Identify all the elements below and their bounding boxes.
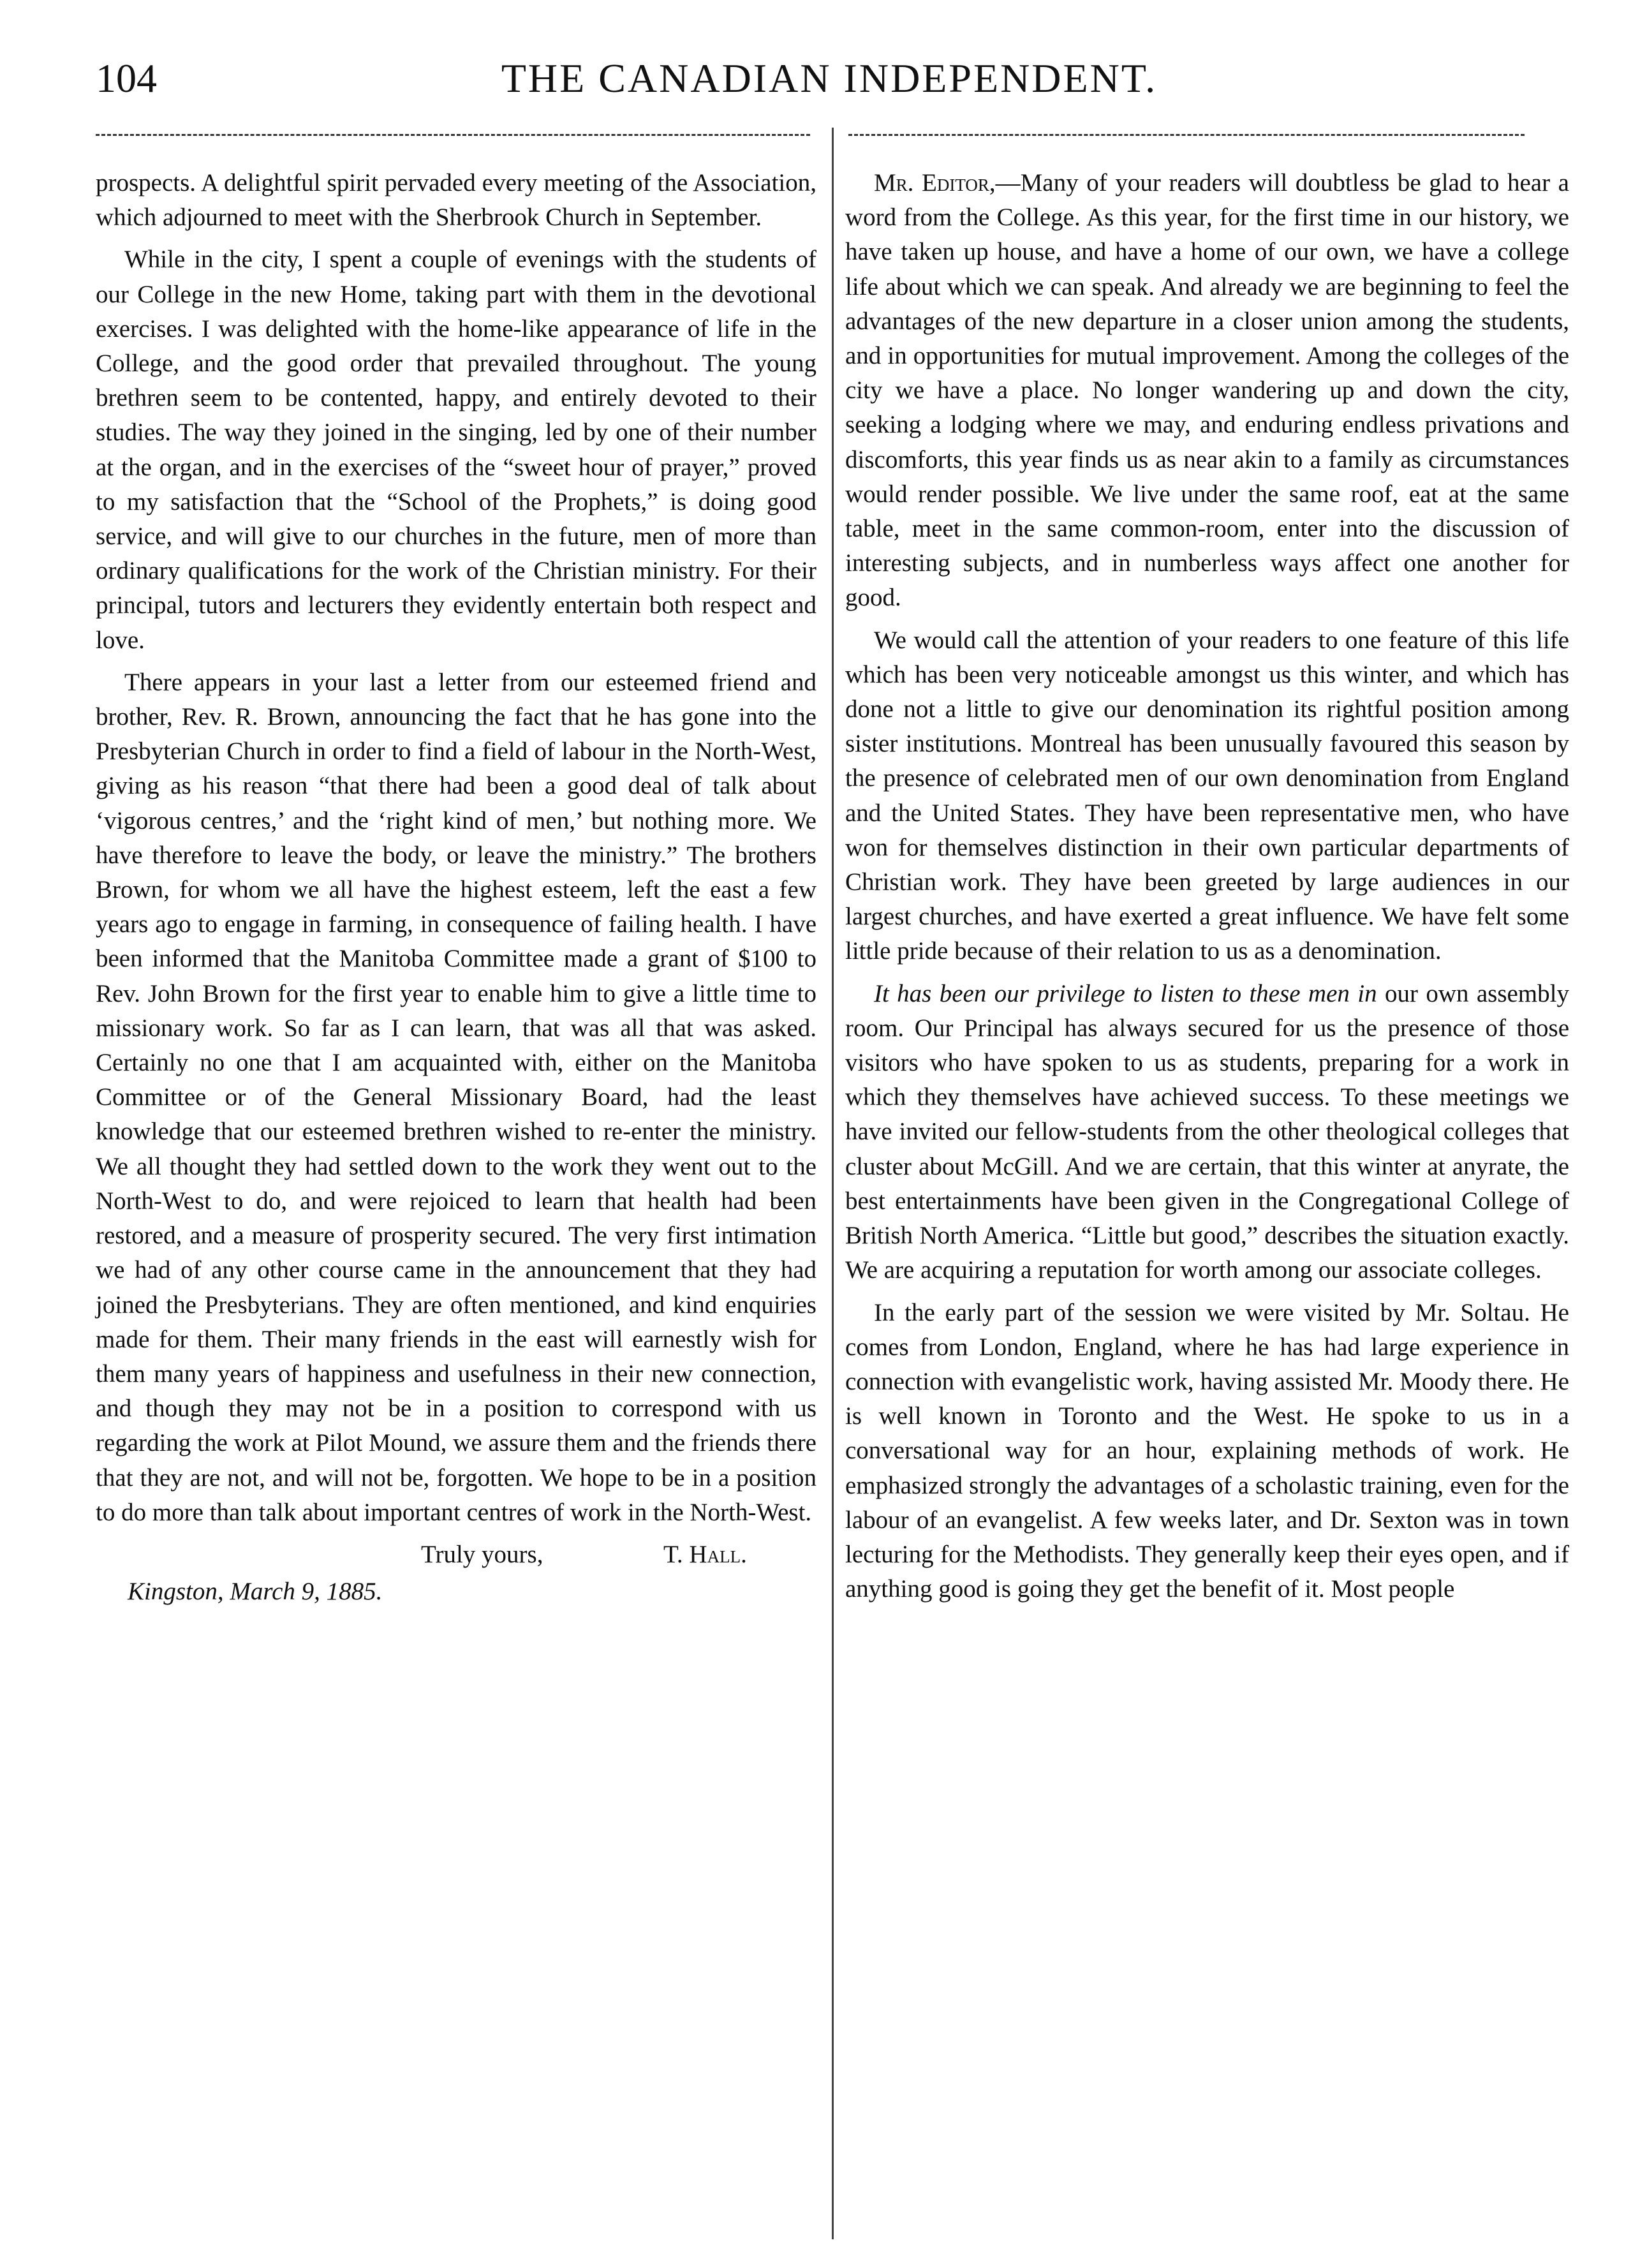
right-paragraph-3 xyxy=(845,977,1569,1288)
left-paragraph-3: There appears in your last a letter from our esteemed friend and brother, Rev. R. Brown, announcing the fact that he has gone into the Presbyterian Church in order to find a field of labour in the North-West, giving as his reason “that there had been a good deal of talk about ‘vigorous centres,’ and the ‘right kind of men,’ but nothing more. We have therefore to leave the body, or leave the ministry.” The brothers Brown, for whom we all have the highest esteem, left the east a few years ago to engage in farming, in consequence of failing health. I have been informed that the Manitoba Committee made a grant of $100 to Rev. John Brown for the first year to enable him to give a little time to missionary work. So far as I can learn, that was all that was asked. Certainly no one that I am acquainted with, either on the Manitoba Committee or of the General Missionary Board, had the least knowledge that our esteemed brethren wished to re-enter the ministry. We all thought they had settled down to the work they went out to the North-West to do, and were rejoiced to learn that health had been restored, and a measure of prosperity secured. The very first intimation we had of any other course came in the announcement that they had joined the Presbyterians. They are often mentioned, and kind enquiries made for them. Their many friends in the east will earnestly wish for them many years of happiness and usefulness in their new connection, and though they may not be in a position to correspond with us regarding the work at Pilot Mound, we assure them and the friends there that they are not, and will not be, forgotten. We hope to be in a position to do more than talk about important centres of work in the North-West. xyxy=(96,668,816,1526)
right-paragraph-2: We would call the attention of your readers to one feature of this life which has been very noticeable amongst us this winter, and which has done not a little to give our denomination its rightful position among sister institutions. Montreal has been unusually favoured this season by the presence of celebrated men of our own denomination from England and the United States. They have been representative men, who have won for themselves distinction in their own particular departments of Christian work. They have been greeted by large audiences in our largest churches, and have exerted a great influence. We have felt some little pride because of their relation to us as a denomination. xyxy=(845,626,1569,965)
column-divider xyxy=(832,128,834,2239)
page-header xyxy=(96,50,1563,120)
right-column xyxy=(845,166,1569,1614)
dateline: Kingston, March 9, 1885. xyxy=(128,1577,383,1605)
right-paragraph-4: In the early part of the session we were visited by Mr. Soltau. He comes from London, England, where he has had large experience in connection with evangelistic work, having assisted Mr. Moody there. He is well known in Toronto and the West. He spoke to us in a conversational way for an hour, explaining methods of work. He emphasized strongly the advantages of a scholastic training, even for the labour of an evangelist. A few weeks later, and Dr. Sexton was in town lecturing for the Methodists. They generally keep their eyes open, and if anything good is going they get the benefit of it. Most people xyxy=(845,1298,1569,1603)
valediction: Truly yours, xyxy=(421,1540,543,1568)
page-number: 104 xyxy=(96,56,157,101)
left-column xyxy=(96,166,816,1609)
letter-signoff xyxy=(96,1538,816,1572)
signature: T. Hall. xyxy=(663,1540,747,1568)
right-paragraph-1 xyxy=(845,166,1569,616)
right-paragraph-3-italic-lead: It has been our privilege to listen to these men in xyxy=(874,979,1377,1007)
left-paragraph-1: prospects. A delightful spirit pervaded every meeting of the Association, which adjourned to meet with the Sherbrook Church in September. xyxy=(96,169,816,232)
right-paragraph-1-text: —Many of your readers will doubtless be glad to hear a word from the College. As this year, for the first time in our history, we have taken up house, and have a home of our own, we have a college life about which we can speak. And already we are beginning to feel the advantages of the new departure in a closer union among the students, and in opportunities for mutual improvement. Among the colleges of the city we have a place. No longer wandering up and down the city, seeking a lodging where we may, and enduring endless privations and discomforts, this year finds us as near akin to a family as circumstances would render possible. We live under the same roof, eat at the same table, meet in the same common-room, enter into the discussion of interesting subjects, and in numberless ways affect one another for good. xyxy=(845,169,1569,612)
left-paragraph-2: While in the city, I spent a couple of evenings with the students of our College in the new Home, taking part with them in the devotional exercises. I was delighted with the home-like appearance of life in the College, and the good order that prevailed throughout. The young brethren seem to be contented, happy, and entirely devoted to their studies. The way they joined in the singing, led by one of their number at the organ, and in the exercises of the “sweet hour of prayer,” proved to my satisfaction that the “School of the Prophets,” is doing good service, and will give to our churches in the future, men of more than ordinary qualifications for the work of the Christian ministry. For their principal, tutors and lecturers they evidently entertain both respect and love. xyxy=(96,246,816,654)
right-paragraph-3-text: our own assembly room. Our Principal has always secured for us the presence of those visitors who have spoken to us as students, preparing for a work in which they themselves have achieved success. To these meetings we have invited our fellow-students from the other theological colleges that cluster about McGill. And we are certain, that this winter at anyrate, the best entertainments have been given in the Congregational College of British North America. “Little but good,” describes the situation exactly. We are acquiring a reputation for worth among our associate colleges. xyxy=(845,979,1569,1284)
journal-title: THE CANADIAN INDEPENDENT. xyxy=(501,56,1158,101)
salutation: Mr. Editor, xyxy=(874,169,996,196)
header-rule-right xyxy=(848,134,1525,136)
header-rule-left xyxy=(96,134,810,136)
